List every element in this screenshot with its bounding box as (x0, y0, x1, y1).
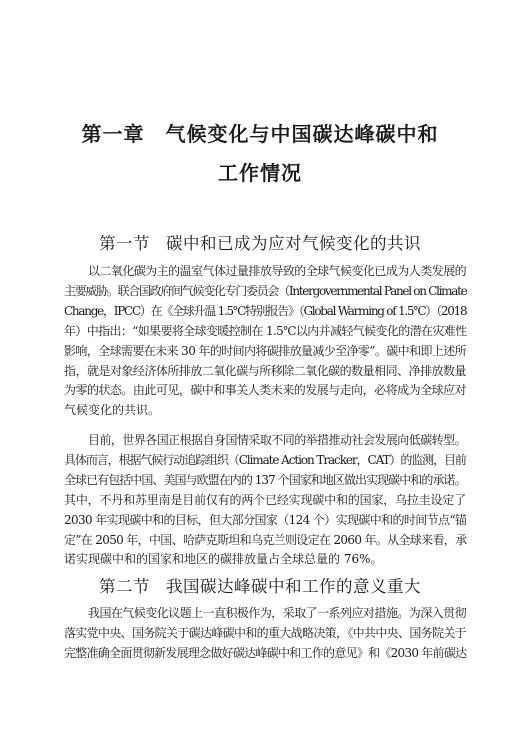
paragraph-3 (64, 604, 466, 664)
section-title: 碳中和已成为应对气候变化的共识 (166, 234, 421, 253)
section-heading-2 (0, 573, 520, 597)
text-line: 为零的状态。由此可见，碳中和事关人类未来的发展与走向，必将成为全球应对 (64, 383, 467, 398)
chapter-title-line2: 工作情况 (218, 161, 302, 185)
text-line: 落实党中央、国务院关于碳达峰碳中和的重大战略决策，《中共中央、国务院关于 (64, 625, 466, 640)
section-title: 我国碳达峰碳中和工作的意义重大 (166, 577, 421, 596)
chapter-title-line1: 第一章 气候变化与中国碳达峰碳中和 (81, 122, 439, 146)
text-line: 诺实现碳中和的国家和地区的碳排放量占全球总量的 76%。 (64, 552, 383, 567)
text-line: 年）中指出：“如果要将全球变暖控制在 1.5℃以内并减轻气候变化的潜在灾难性 (64, 323, 467, 338)
text-line: 指，就是对象经济体所排放二氧化碳与所移除二氧化碳的数量相同、净排放数量 (64, 363, 467, 378)
text-line: 全球已有包括中国、美国与欧盟在内的 137 个国家和地区做出实现碳中和的承诺。 (64, 472, 466, 487)
text-line: 具体而言，根据气候行动追踪组织（Climate Action Tracker，CAT）的监测，目前 (64, 452, 466, 467)
text-line: 其中，不丹和苏里南是目前仅有的两个已经实现碳中和的国家，乌拉圭设定了 (64, 492, 467, 507)
text-line: 影响，全球需要在未来 30 年的时间内将碳排放量减少至净零”。碳中和即上述所 (64, 343, 467, 358)
text-line: 气候变化的共识。 (64, 403, 161, 418)
text-line: 2030 年实现碳中和的目标，但大部分国家（124 个）实现碳中和的时间节点“锚 (64, 512, 467, 527)
section-heading-1 (0, 230, 520, 254)
paragraph-1 (64, 262, 466, 421)
text-line: 主要威胁。联合国政府间气候变化专门委员会（Intergovernmental Panel on Climate (64, 283, 467, 298)
text-line: Change，IPCC）在《全球升温 1.5℃特别报告》（Global Warming of 1.5℃）（2018 (64, 303, 467, 318)
text-line: 完整准确全面贯彻新发展理念做好碳达峰碳中和工作的意见》和《2030 年前碳达 (64, 645, 467, 660)
paragraph-2 (64, 431, 466, 570)
text-line: 目前，世界各国正根据自身国情采取不同的举措推动社会发展向低碳转型。 (88, 433, 467, 447)
section-number: 第一节 (99, 234, 150, 253)
text-line: 定”在 2050 年，中国、哈萨克斯坦和乌克兰则设定在 2060 年。从全球来看，承 (64, 532, 467, 547)
text-line: 我国在气候变化议题上一直积极作为，采取了一系列应对措施。为深入贯彻 (88, 606, 467, 620)
text-line: 以二氧化碳为主的温室气体过量排放导致的全球气候变化已成为人类发展的 (88, 264, 467, 278)
section-number: 第二节 (99, 577, 150, 596)
